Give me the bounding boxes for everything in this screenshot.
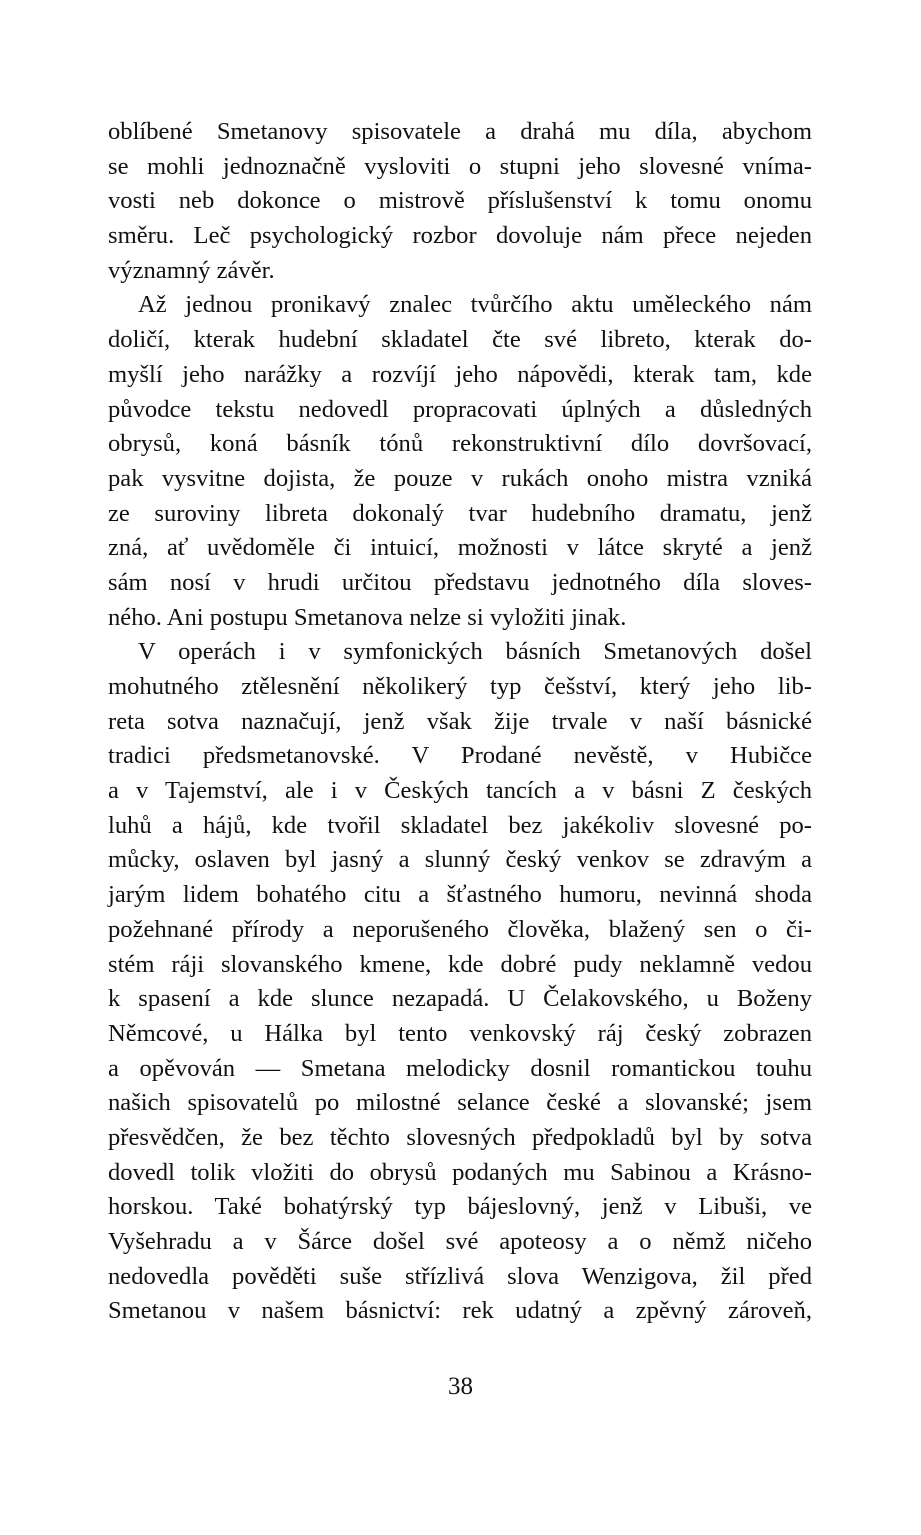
text-line: požehnané přírody a neporušeného člověka, blažený sen o či- <box>108 915 812 943</box>
paragraph <box>108 635 812 1329</box>
text-line: tradici předsmetanovské. V Prodané nevěstě, v Hubičce <box>108 742 812 770</box>
text-line: můcky, oslaven byl jasný a slunný český venkov se zdravým a <box>108 846 812 874</box>
text-line: Vyšehradu a v Šárce došel své apoteosy a o němž ničeho <box>108 1228 812 1255</box>
text-line: se mohli jednoznačně vysloviti o stupni jeho slovesné vníma- <box>108 152 812 180</box>
text-line: původce tekstu nedovedl propracovati úplných a důsledných <box>108 395 812 423</box>
text-line: pak vysvitne dojista, že pouze v rukách onoho mistra vzniká <box>108 464 812 492</box>
text-line: mohutného ztělesnění několikerý typ češství, který jeho lib- <box>108 673 812 700</box>
text-line: Němcové, u Hálka byl tento venkovský ráj český zobrazen <box>108 1019 812 1047</box>
text-line: dovedl tolik vložiti do obrysů podaných mu Sabinou a Krásno- <box>108 1158 812 1186</box>
paragraph <box>108 288 812 635</box>
text-line: myšlí jeho narážky a rozvíjí jeho nápovědi, kterak tam, kde <box>108 360 812 388</box>
text-line: přesvědčen, že bez těchto slovesných předpokladů byl by sotva <box>108 1123 812 1151</box>
text-line: vosti neb dokonce o mistrově příslušenství k tomu onomu <box>108 187 812 215</box>
paragraph <box>108 115 812 288</box>
text-line: luhů a hájů, kde tvořil skladatel bez jakékoliv slovesné po- <box>108 811 812 839</box>
text-line: reta sotva naznačují, jenž však žije trvale v naší básnické <box>108 707 812 735</box>
body-text <box>108 115 812 1329</box>
text-line: našich spisovatelů po milostné selance české a slovanské; jsem <box>108 1089 812 1117</box>
text-line: nedovedla pověděti suše střízlivá slova Wenzigova, žil před <box>108 1262 812 1290</box>
text-line: stém ráji slovanského kmene, kde dobré pudy neklamně vedou <box>108 950 812 978</box>
text-line: doličí, kterak hudební skladatel čte své libreto, kterak do- <box>108 326 812 354</box>
text-line: sám nosí v hrudi určitou představu jednotného díla sloves- <box>108 568 812 596</box>
text-line: ze suroviny libreta dokonalý tvar hudebního dramatu, jenž <box>108 499 812 527</box>
text-line: obrysů, koná básník tónů rekonstruktivní dílo dovršovací, <box>108 430 812 458</box>
text-line: významný závěr. <box>108 256 275 284</box>
text-line: Až jednou pronikavý znalec tvůrčího aktu uměleckého nám <box>138 291 812 319</box>
text-line: horskou. Také bohatýrský typ bájeslovný, jenž v Libuši, ve <box>108 1193 812 1221</box>
text-line: zná, ať uvědoměle či intuicí, možnosti v látce skryté a jenž <box>108 534 812 562</box>
text-line: oblíbené Smetanovy spisovatele a drahá mu díla, abychom <box>108 118 812 145</box>
text-line: jarým lidem bohatého citu a šťastného humoru, nevinná shoda <box>108 881 812 909</box>
text-line: a v Tajemství, ale i v Českých tancích a v básni Z českých <box>108 777 812 805</box>
text-line: a opěvován — Smetana melodicky dosnil romantickou touhu <box>108 1054 812 1082</box>
text-line: Smetanou v našem básnictví: rek udatný a zpěvný zároveň, <box>108 1297 812 1325</box>
text-line: V operách i v symfonických básních Smetanových došel <box>138 638 812 666</box>
text-line: k spasení a kde slunce nezapadá. U Čelakovského, u Boženy <box>108 985 812 1013</box>
page-number: 38 <box>448 1373 473 1400</box>
text-line: ného. Ani postupu Smetanova nelze si vyložiti jinak. <box>108 603 627 631</box>
text-line: směru. Leč psychologický rozbor dovoluje nám přece nejeden <box>108 222 812 250</box>
